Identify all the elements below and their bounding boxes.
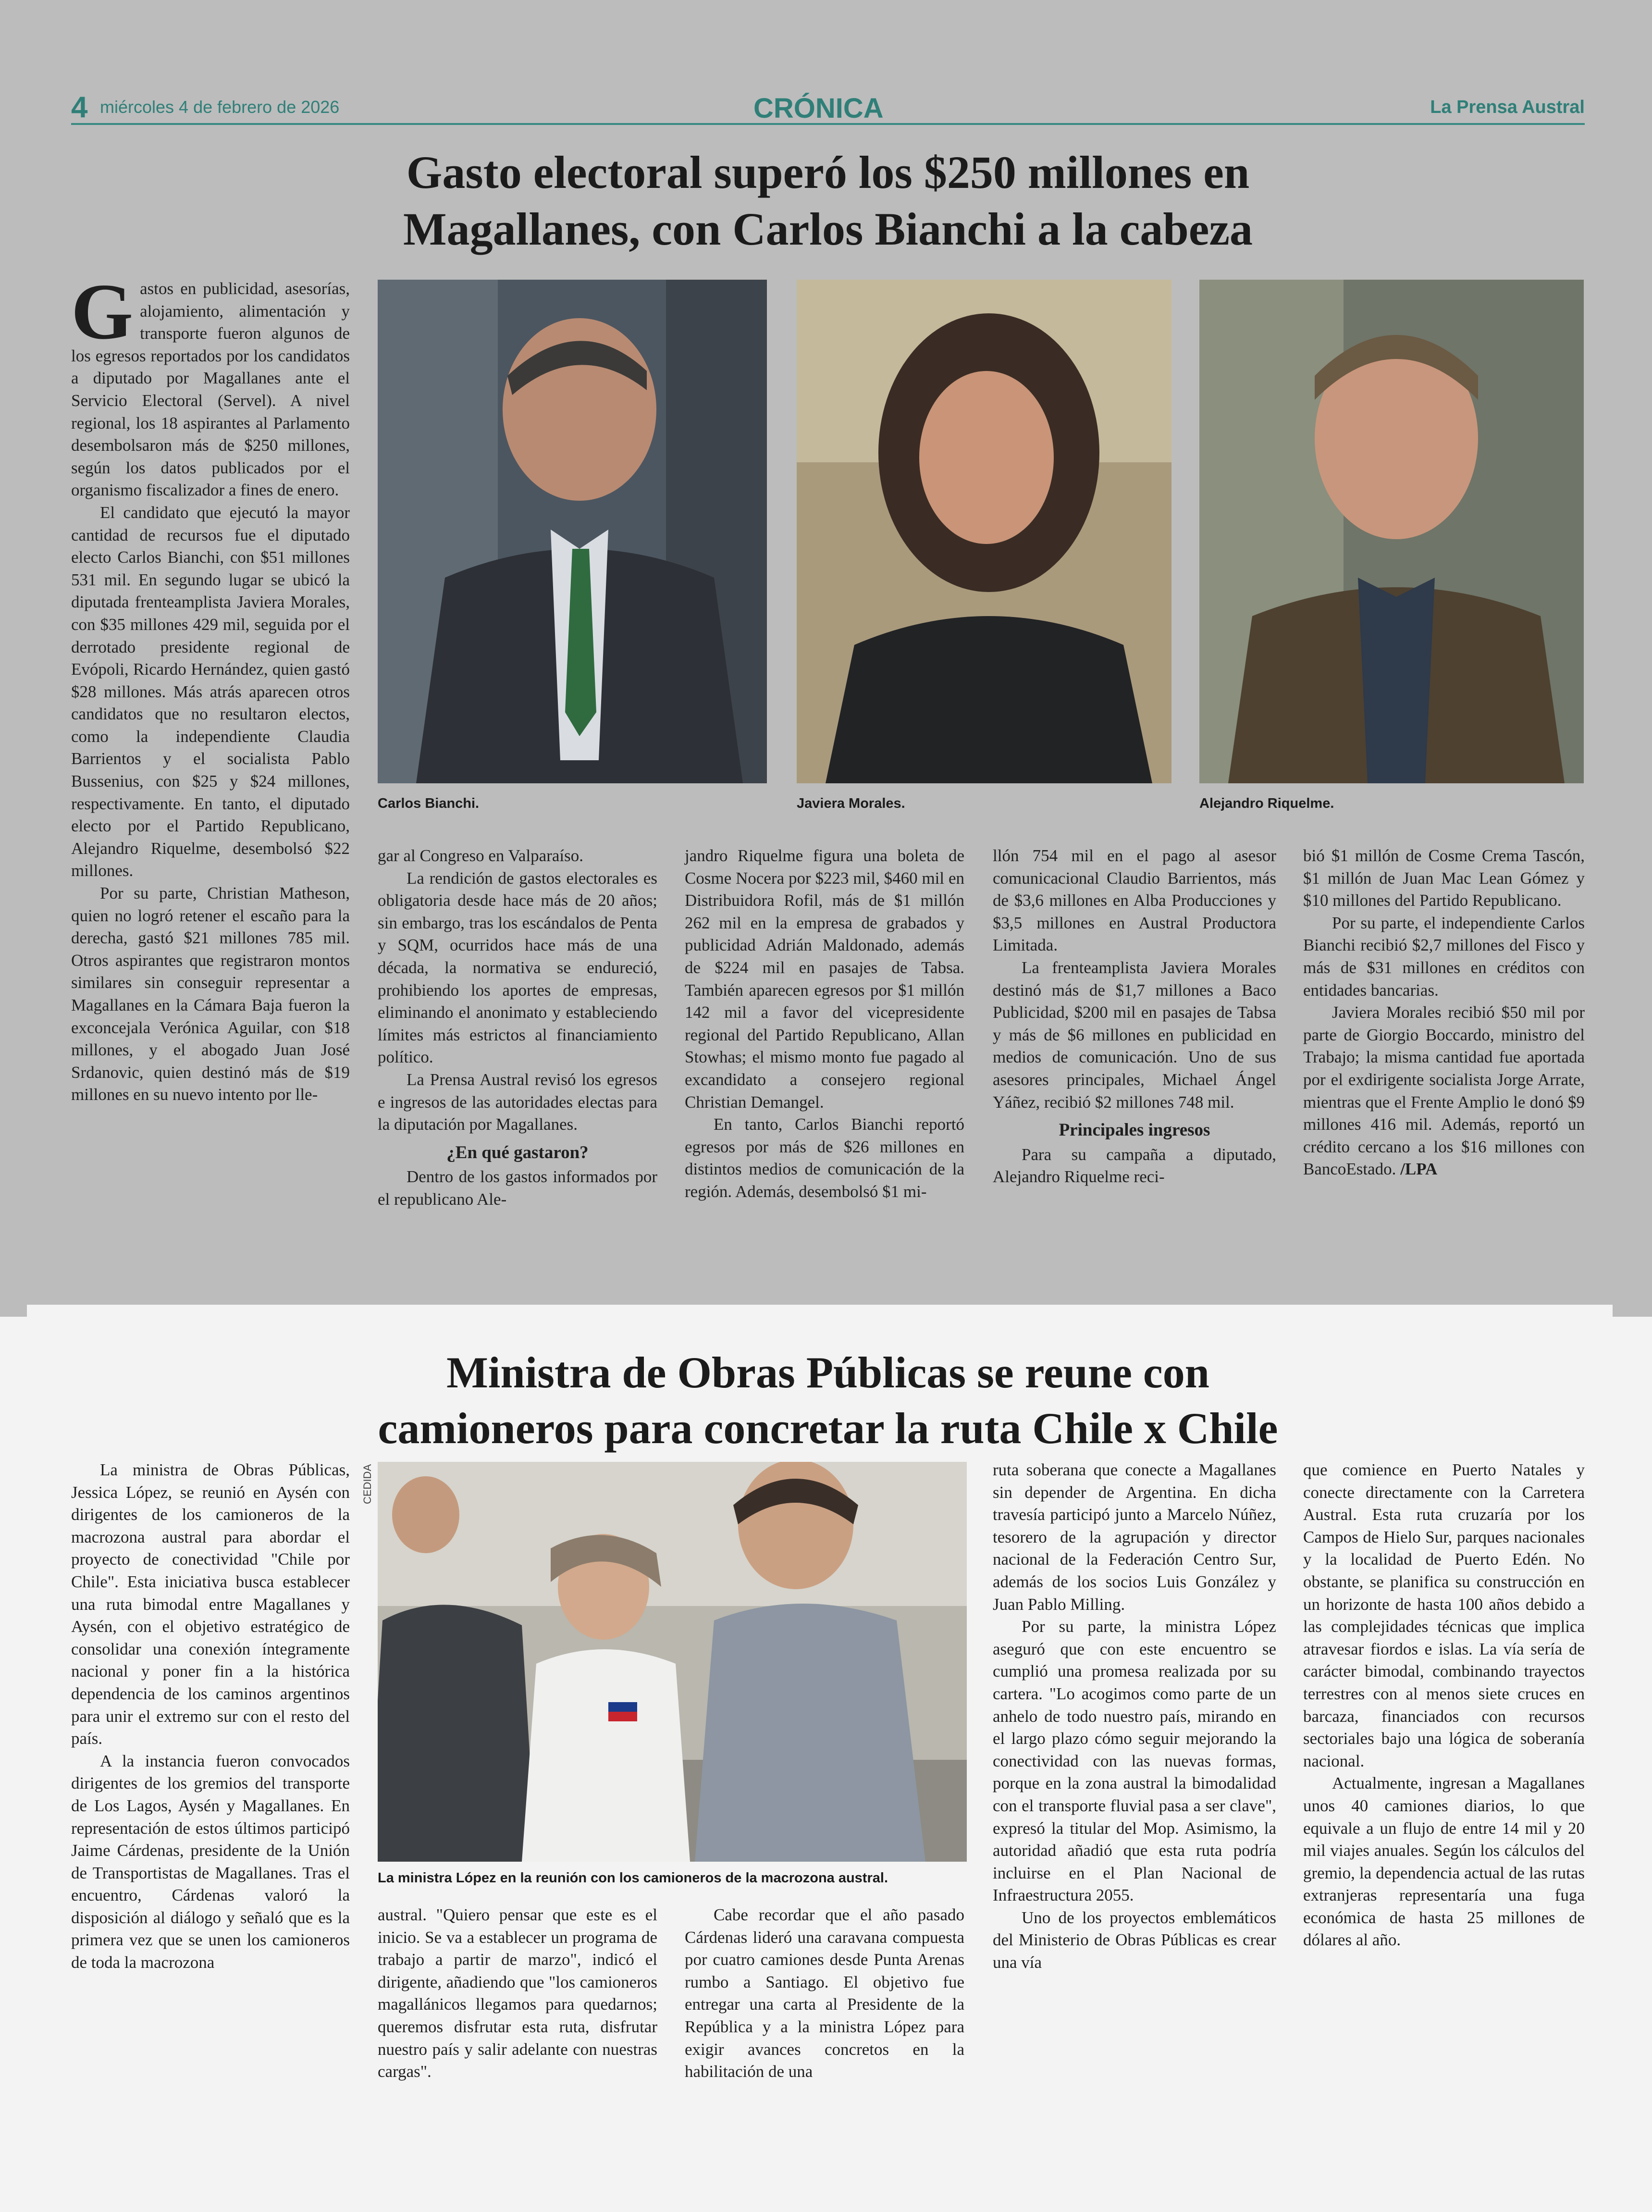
article2-column-4 — [993, 1459, 1276, 2194]
subheading: Principales ingresos — [1059, 1120, 1210, 1140]
paragraph: astos en publicidad, asesorías, alojamiento, alimentación y transporte fueron algunos de los egresos reportados por los candidatos a diputado por Magallanes ante el Servicio Electoral (Servel). A nivel regional, los 18 aspirantes al Parlamento desembolsaron más de $250 millones, según los datos publicados por el organismo fiscalizador a fines de enero. — [71, 279, 350, 500]
signature: /LPA — [1400, 1160, 1438, 1179]
portrait-image — [1199, 280, 1584, 783]
paragraph-text: Javiera Morales recibió $50 mil por parte de Giorgio Boccardo, ministro del Trabajo; la misma cantidad fue aportada por el exdirigente socialista Jorge Arrate, mientras que el Frente Amplio le donó $9 millones 416 mil. Además, reportó un crédito cercano a los $16 millones con BancoEstado. — [1303, 1003, 1585, 1179]
paragraph — [1303, 1001, 1585, 1181]
article1-headline — [71, 144, 1585, 258]
article2-column-2 — [378, 1904, 657, 2192]
publication-name: La Prensa Austral — [1430, 97, 1585, 117]
portrait-image — [378, 280, 767, 783]
photo-meeting — [378, 1462, 967, 1862]
article2-column-3 — [685, 1904, 964, 2192]
article2-column-1 — [71, 1459, 350, 2180]
paragraph: que comience en Puerto Natales y conecte directamente con la Carretera Austral. Esta ruta cruzaría por los Campos de Hielo Sur, parques nacionales y la localidad de Puerto Edén. No obstante, se planifica su construcción en un horizonte de hasta 100 años debido a las complejidades técnicas que implica atravesar fiordos e islas. La vía sería de carácter bimodal, combinando trayectos terrestres con al menos siete cruces en barcaza, financiados con recursos sectoriales bajo una lógica de soberanía nacional. — [1303, 1460, 1585, 1770]
photo-caption: Javiera Morales. — [797, 796, 905, 811]
section-name: CRÓNICA — [753, 93, 884, 124]
headline-line: camioneros para concretar la ruta Chile x Chile — [378, 1404, 1278, 1453]
photo-javiera-morales — [797, 280, 1171, 783]
article1-column-1 — [71, 267, 350, 1316]
photo-carlos-bianchi — [378, 280, 767, 783]
paragraph: llón 754 mil en el pago al asesor comunicacional Claudio Barrientos, más de $3,6 millones en Alba Producciones y $3,5 millones en Austral Productora Limitada. — [993, 846, 1276, 955]
paragraph: La Prensa Austral revisó los egresos e ingresos de las autoridades electas para la diputación por Magallanes. — [378, 1070, 657, 1134]
article1-column-3 — [685, 845, 964, 1316]
paragraph: austral. "Quiero pensar que este es el inicio. Se va a establecer un programa de trabajo a partir de marzo", indicó el dirigente, añadiendo que "los camioneros magallánicos llegamos para quedarnos; queremos disfrutar esta ruta, disfrutar nuestro país y salir adelante con nuestras cargas". — [378, 1905, 657, 2081]
paragraph: gar al Congreso en Valparaíso. — [378, 846, 583, 865]
article1-column-5 — [1303, 845, 1585, 1316]
paragraph: Por su parte, la ministra López aseguró que con este encuentro se cumplió una promesa realizada por su cartera. "Lo acogimos como parte de un anhelo de todo nuestro país, mirando en el largo plazo cómo seguir mejorando la conectividad con las nuevas formas, porque en la zona austral la bimodalidad con el transporte fluvial pasa a ser clave", expresó la titular del Mop. Asimismo, la autoridad añadió que esta ruta podría incluirse en el Plan Nacional de Infraestructura 2055. — [993, 1617, 1276, 1905]
article2-column-5 — [1303, 1459, 1585, 2194]
photo-caption: Alejandro Riquelme. — [1199, 796, 1334, 811]
paragraph: jandro Riquelme figura una boleta de Cosme Nocera por $223 mil, $460 mil en Distribuidora Rofil, más de $1 millón 262 mil en la empresa de grabados y publicidad Adrián Maldonado, además de $224 mil en pasajes de Tabsa. También aparecen egresos por $1 millón 142 mil a favor del vicepresidente regional del Partido Republicano, Allan Stowhas; el mismo monto fue pagado al excandidato a consejero regional Christian Demangel. — [685, 846, 964, 1112]
paragraph: Por su parte, el independiente Carlos Bianchi recibió $2,7 millones del Fisco y más de $31 millones en créditos con entidades bancarias. — [1303, 913, 1585, 1000]
headline-line: Gasto electoral superó los $250 millones en — [406, 147, 1250, 198]
page-number: 4 — [71, 91, 88, 124]
photo-credit: CEDIDA — [361, 1464, 373, 1504]
paragraph: La rendición de gastos electorales es obligatoria desde hace más de 20 años; sin embargo, tras los escándalos de Penta y SQM, ocurridos hace más de una década, la normativa se endureció, prohibiendo los aportes de empresas, eliminando el anonimato y estableciendo límites más estrictos al financiamiento político. — [378, 868, 657, 1067]
paragraph: Uno de los proyectos emblemáticos del Ministerio de Obras Públicas es crear una vía — [993, 1908, 1276, 1972]
paragraph: Dentro de los gastos informados por el republicano Ale- — [378, 1167, 657, 1209]
paragraph: Cabe recordar que el año pasado Cárdenas lideró una caravana compuesta por cuatro camiones desde Punta Arenas rumbo a Santiago. El objetivo fue entregar una carta al Presidente de la República y a la ministra López para exigir avances concretos en la habilitación de una — [685, 1905, 964, 2081]
portrait-image — [797, 280, 1171, 783]
subheading: ¿En qué gastaron? — [446, 1142, 589, 1162]
paragraph: Por su parte, Christian Matheson, quien no logró retener el escaño para la derecha, gastó $21 millones 785 mil. Otros aspirantes que registraron montos similares sin conseguir representar a Magallanes en la Cámara Baja fueron la exconcejala Verónica Aguilar, con $18 millones, y el abogado Juan José Srdanovic, quien destinó más de $19 millones en su nuevo intento por lle- — [71, 884, 350, 1104]
page-header — [71, 90, 1585, 125]
dropcap: G — [71, 267, 134, 356]
article1-column-2 — [378, 845, 657, 1316]
issue-date: miércoles 4 de febrero de 2026 — [100, 97, 340, 117]
paragraph: El candidato que ejecutó la mayor cantidad de recursos fue el diputado electo Carlos Bianchi, con $51 millones 531 mil. En segundo lugar se ubicó la diputada frenteamplista Javiera Morales, con $35 millones 429 mil, seguida por el derrotado presidente regional de Evópoli, Ricardo Hernández, quien gastó $28 millones. Más atrás aparecen otros candidatos que no resultaron electos, como la independiente Claudia Barrientos y el socialista Pablo Bussenius, con $25 y $24 millones, respectivamente. En tanto, el diputado electo por el Partido Republicano, Alejandro Riquelme, desembolsó $22 millones. — [71, 503, 350, 880]
photo-caption: Carlos Bianchi. — [378, 796, 480, 811]
paragraph: La ministra de Obras Públicas, Jessica López, se reunió en Aysén con dirigentes de los camioneros de la macrozona austral para abordar el proyecto de conectividad "Chile por Chile". Esta iniciativa busca establecer una ruta bimodal entre Magallanes y Aysén, con el objetivo estratégico de consolidar una conexión íntegramente nacional y poner fin a la histórica dependencia de los caminos argentinos para unir el extremo sur con el resto del país. — [71, 1460, 350, 1748]
paragraph: En tanto, Carlos Bianchi reportó egresos por más de $26 millones en distintos medios de comunicación de la región. Además, desembolsó $1 mi- — [685, 1115, 964, 1201]
paragraph: bió $1 millón de Cosme Crema Tascón, $1 millón de Juan Mac Lean Gómez y $10 millones del Partido Republicano. — [1303, 846, 1585, 910]
paragraph: Actualmente, ingresan a Magallanes unos 40 camiones diarios, lo que equivale a un flujo de entre 14 mil y 20 mil viajes anuales. Según los cálculos del gremio, la dependencia actual de las rutas extranjeras representaría una fuga económica de hasta 25 millones de dólares al año. — [1303, 1774, 1585, 1950]
paragraph: Para su campaña a diputado, Alejandro Riquelme reci- — [993, 1145, 1276, 1186]
article1-column-4 — [993, 845, 1276, 1316]
photo-caption: La ministra López en la reunión con los camioneros de la macrozona austral. — [378, 1870, 888, 1886]
meeting-image — [378, 1462, 967, 1862]
paragraph: ruta soberana que conecte a Magallanes sin depender de Argentina. En dicha travesía participó junto a Marcelo Núñez, tesorero de la agrupación y director nacional de la Federación Centro Sur, además de los socios Luis González y Juan Pablo Milling. — [993, 1460, 1276, 1614]
headline-line: Magallanes, con Carlos Bianchi a la cabeza — [403, 203, 1253, 255]
article2-headline — [71, 1345, 1585, 1456]
paragraph: La frenteamplista Javiera Morales destinó más de $1,7 millones a Baco Publicidad, $200 mil en pasajes de Tabsa y más de $6 millones en publicidad en medios de comunicación. Uno de sus asesores principales, Michael Ángel Yáñez, recibió $2 millones 748 mil. — [993, 958, 1276, 1112]
photo-alejandro-riquelme — [1199, 280, 1584, 783]
paragraph: A la instancia fueron convocados dirigentes de los gremios del transporte de Los Lagos, Aysén y Magallanes. En representación de estos últimos participó Jaime Cárdenas, presidente de la Unión de Transportistas de Magallanes. Tras el encuentro, Cárdenas valoró la disposición al diálogo y señaló que es la primera vez que se unen los camioneros de toda la macrozona — [71, 1751, 350, 1972]
headline-line: Ministra de Obras Públicas se reune con — [446, 1348, 1209, 1397]
